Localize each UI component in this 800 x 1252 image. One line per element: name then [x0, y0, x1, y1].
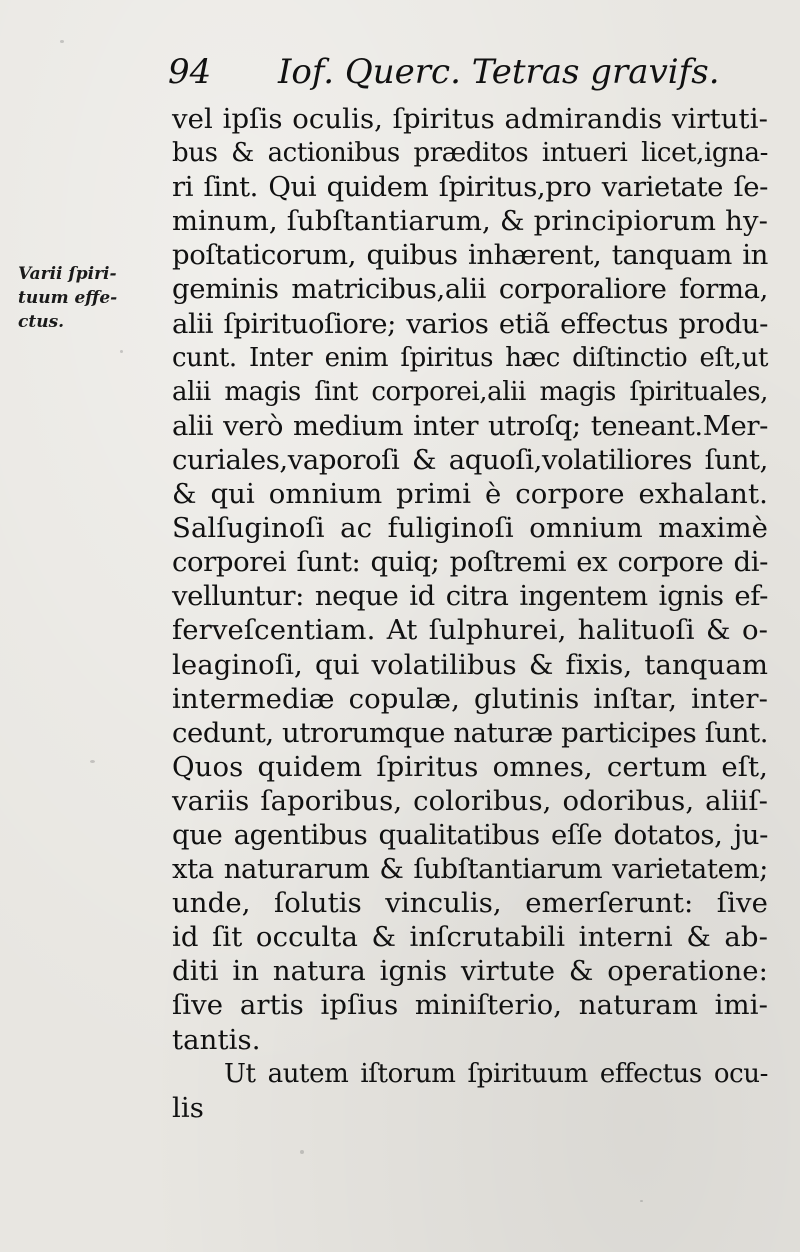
text-line: alii magis ſint corporei,alii magis ſpirituales, [172, 376, 768, 407]
text-line: cedunt, utrorumque naturæ participes ſunt. [172, 716, 769, 749]
text-line: alii ſpirituoſiore; varios etiã effectus produ- [172, 307, 768, 340]
marginal-note-line: Varii ſpiri- [18, 264, 117, 284]
text-line: curiales,vaporoſi & aquoſi,volatiliores ſunt, [172, 443, 768, 476]
text-line: ferveſcentiam. At ſulphurei, halituoſi & o- [172, 614, 768, 647]
text-line: id ſit occulta & inſcrutabili interni & ab- [172, 921, 768, 954]
page-header [168, 52, 728, 100]
running-head: Iof. Querc. Tetras gravifs. [278, 52, 720, 92]
text-line: leaginoſi, qui volatilibus & fixis, tanquam [172, 648, 768, 681]
text-line: variis ſaporibus, coloribus, odoribus, aliiſ- [172, 784, 768, 817]
text-line: xta naturarum & ſubſtantiarum varietatem; [172, 853, 768, 886]
marginal-note-line: tuum effe- [18, 288, 118, 308]
text-line: tantis. [172, 1023, 261, 1056]
text-line: que agentibus qualitatibus eſſe dotatos, ju- [172, 818, 768, 851]
text-line: ri ſint. Qui quidem ſpiritus,pro varietate ſe- [172, 171, 768, 204]
catchword: lis [172, 1091, 205, 1124]
text-line: Salſuginoſi ac fuliginoſi omnium maximè [172, 512, 768, 545]
text-line: alii verò medium inter utroſq; teneant.Mer- [172, 409, 768, 442]
text-line: minum, ſubſtantiarum, & principiorum hy- [172, 205, 768, 238]
text-line: velluntur: neque id citra ingentem ignis ef- [172, 580, 768, 613]
text-line: cunt. Inter enim ſpiritus hæc diſtinctio eſt,ut [172, 342, 768, 373]
text-line: Quos quidem ſpiritus omnes, certum eſt, [172, 750, 768, 783]
text-line: unde, ſolutis vinculis, emerſerunt: ſive [172, 887, 768, 920]
text-line: diti in natura ignis virtute & operatione: [172, 955, 768, 988]
text-line: vel ipſis oculis, ſpiritus admirandis virtuti- [172, 103, 768, 135]
marginal-note-line: ctus. [18, 312, 65, 332]
text-line: geminis matricibus,alii corporaliore forma, [172, 273, 768, 306]
text-line: corporei ſunt: quiq; poſtremi ex corpore di- [172, 546, 768, 579]
text-line: Ut autem iſtorum ſpirituum effectus ocu- [224, 1058, 768, 1089]
text-line: ſive artis ipſius miniſterio, naturam imi- [172, 989, 768, 1022]
text-line: bus & actionibus præditos intueri licet,igna- [172, 138, 768, 169]
page-number: 94 [168, 52, 212, 92]
body-text [172, 102, 768, 1125]
text-line: poſtaticorum, quibus inhærent, tanquam in [172, 239, 768, 272]
marginal-note [18, 262, 158, 334]
text-line: intermediæ copulæ, glutinis inſtar, inter- [172, 682, 768, 715]
text-line: & qui omnium primi è corpore exhalant. [172, 478, 768, 511]
